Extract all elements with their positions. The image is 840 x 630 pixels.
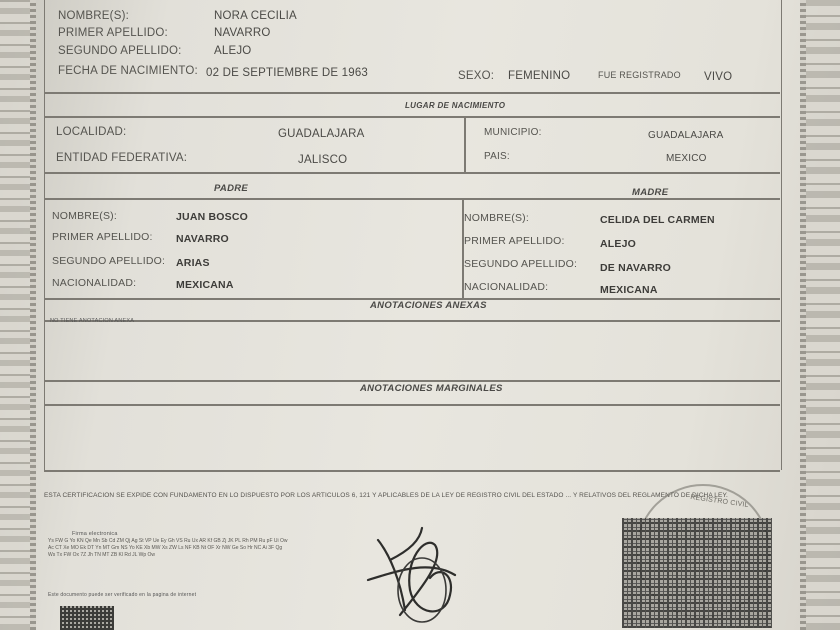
firma-electronica-code: Ys FW G Yo KN Qe Mn Sb Cd ZM Qj Ag St VP Ue Ey Gh VS Ru Ux AR Kf GB Zj JK PL Rh PM Ru pF Ui Ow Ac CT Xe MO Ek DT Yn MT Gm NS Yo KE Xb MW Xs ZW Ls NF KB Nt OF Xr NW Ge So Hr NC Ai 3F Qg Ws Tx FW Ox 7Z Jh TN MT ZB Kl Rd JL Wp Ow	[48, 538, 288, 558]
divider	[44, 92, 780, 94]
pais-label: PAIS:	[484, 151, 510, 162]
verificacion-text: Este documento puede ser verificado en la pagina de internet	[48, 592, 197, 598]
fecha-nacimiento-value: 02 DE SEPTIEMBRE DE 1963	[206, 67, 369, 79]
divider	[44, 198, 780, 200]
sexo-value: FEMENINO	[508, 70, 571, 82]
fue-registrado-value: VIVO	[704, 71, 733, 83]
anotaciones-anexas-title: ANOTACIONES ANEXAS	[370, 300, 487, 311]
qr-code	[622, 518, 772, 628]
localidad-label: LOCALIDAD:	[56, 126, 127, 138]
padre-title: PADRE	[214, 183, 249, 194]
padre-segundo-apellido-label: SEGUNDO APELLIDO:	[52, 255, 166, 267]
divider	[44, 470, 780, 472]
nombres-label: NOMBRE(S):	[58, 10, 129, 22]
madre-segundo-apellido-value: DE NAVARRO	[600, 262, 672, 274]
madre-nacionalidad-value: MEXICANA	[600, 284, 658, 296]
entidad-label: ENTIDAD FEDERATIVA:	[56, 152, 188, 164]
madre-primer-apellido-label: PRIMER APELLIDO:	[464, 235, 565, 247]
padre-primer-apellido-value: NAVARRO	[176, 233, 229, 245]
anotaciones-anexas-text: NO TIENE ANOTACION ANEXA	[50, 318, 135, 324]
madre-title: MADRE	[632, 187, 669, 198]
right-security-border	[800, 0, 840, 630]
padre-nacionalidad-value: MEXICANA	[176, 279, 234, 291]
divider	[44, 116, 780, 118]
madre-nombres-label: NOMBRE(S):	[464, 212, 529, 224]
madre-segundo-apellido-label: SEGUNDO APELLIDO:	[464, 258, 578, 270]
municipio-label: MUNICIPIO:	[484, 127, 542, 138]
divider	[464, 116, 466, 172]
left-security-border	[0, 0, 36, 630]
segundo-apellido-value: ALEJO	[214, 45, 252, 57]
padre-segundo-apellido-value: ARIAS	[176, 257, 210, 269]
legal-text: ESTA CERTIFICACION SE EXPIDE CON FUNDAMENTO EN LO DISPUESTO POR LOS ARTICULOS 6, 121 Y APLICABLES DE LA LEY DE REGISTRO CIVIL DEL ESTADO ... Y RELATIVOS DEL REGLAMENTO DE DICHA LEY.	[44, 492, 728, 499]
fecha-nacimiento-label: FECHA DE NACIMIENTO:	[58, 65, 198, 77]
padre-nacionalidad-label: NACIONALIDAD:	[52, 277, 137, 289]
madre-nacionalidad-label: NACIONALIDAD:	[464, 281, 549, 293]
barcode-small	[60, 606, 114, 630]
madre-nombres-value: CELIDA DEL CARMEN	[600, 214, 715, 226]
signature-mark	[360, 520, 470, 630]
padre-nombres-label: NOMBRE(S):	[52, 210, 117, 222]
municipio-value: GUADALAJARA	[648, 130, 724, 141]
divider	[44, 320, 780, 322]
entidad-value: JALISCO	[298, 154, 348, 166]
primer-apellido-value: NAVARRO	[214, 27, 271, 39]
sexo-label: SEXO:	[458, 70, 495, 82]
divider	[44, 404, 780, 406]
seal-text: REGISTRO CIVIL	[689, 493, 750, 510]
fue-registrado-label: FUE REGISTRADO	[598, 70, 681, 80]
madre-primer-apellido-value: ALEJO	[600, 238, 637, 250]
divider	[44, 172, 780, 174]
divider	[44, 380, 780, 382]
lugar-nacimiento-title: LUGAR DE NACIMIENTO	[405, 101, 506, 110]
padre-primer-apellido-label: PRIMER APELLIDO:	[52, 231, 153, 243]
segundo-apellido-label: SEGUNDO APELLIDO:	[58, 45, 182, 57]
primer-apellido-label: PRIMER APELLIDO:	[58, 27, 168, 39]
padre-nombres-value: JUAN BOSCO	[176, 211, 249, 223]
nombres-value: NORA CECILIA	[214, 10, 297, 22]
anotaciones-marginales-title: ANOTACIONES MARGINALES	[360, 383, 503, 394]
localidad-value: GUADALAJARA	[278, 128, 365, 140]
firma-title: Firma electronica	[72, 531, 118, 537]
pais-value: MEXICO	[666, 153, 707, 164]
